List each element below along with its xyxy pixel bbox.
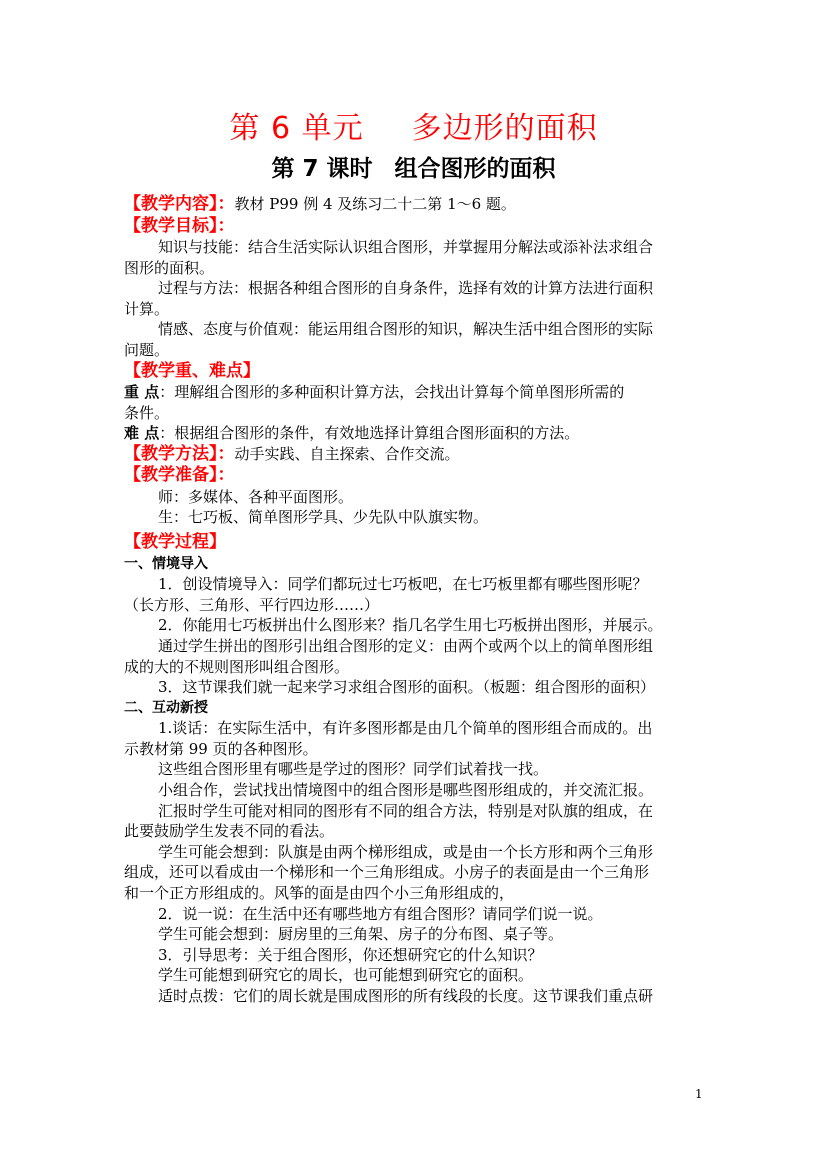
process-line: 2．说一说：在生活中还有哪些地方有组合图形？请同学们说一说。 xyxy=(158,904,603,923)
unit-topic: 多边形的面积 xyxy=(411,111,598,146)
process-line: 学生可能会想到：厨房里的三角架、房子的分布图、桌子等。 xyxy=(158,925,564,944)
process-line: 1．创设情境导入：同学们都玩过七巧板吧，在七巧板里都有哪些图形呢？ xyxy=(158,575,648,594)
preparation-label: 【教学准备】： xyxy=(124,465,235,486)
process-line: 小组合作，尝试找出情境图中的组合图形是哪些图形组成的，并交流汇报。 xyxy=(158,781,654,800)
key-points-label: 【教学重、难点】 xyxy=(124,360,260,381)
process-line: （长方形、三角形、平行四边形……） xyxy=(124,595,380,614)
goals-line: 问题。 xyxy=(124,340,170,359)
unit-number: 第 6 单元 xyxy=(229,111,364,146)
key-point-line: 条件。 xyxy=(124,403,170,422)
goals-label: 【教学目标】： xyxy=(124,215,235,236)
preparation-line: 师：多媒体、各种平面图形。 xyxy=(158,487,354,506)
section-heading: 一、情境导入 xyxy=(124,555,208,572)
methods-text: 动手实践、自主探索、合作交流。 xyxy=(234,444,460,463)
preparation-line: 生：七巧板、简单图形学具、少先队中队旗实物。 xyxy=(158,508,489,527)
section-heading: 二、互动新授 xyxy=(124,699,208,716)
goals-line: 图形的面积。 xyxy=(124,258,215,277)
process-line: 通过学生拼出的图形引出组合图形的定义：由两个或两个以上的简单图形组 xyxy=(158,636,654,655)
process-line: 这些组合图形里有哪些是学过的图形？同学们试着找一找。 xyxy=(158,760,549,779)
process-line: 2．你能用七巧板拼出什么图形来？指几名学生用七巧板拼出图形，并展示。 xyxy=(158,616,663,635)
process-line: 1.谈话：在实际生活中，有许多图形都是由几个简单的图形组合而成的。出 xyxy=(158,719,653,738)
lesson-title xyxy=(0,150,827,183)
process-line: 此要鼓励学生发表不同的看法。 xyxy=(124,822,335,841)
goals-line: 知识与技能：结合生活实际认识组合图形，并掌握用分解法或添补法求组合 xyxy=(158,238,654,256)
process-line: 汇报时学生可能对相同的图形有不同的组合方法，特别是对队旗的组成，在 xyxy=(158,801,654,820)
process-line: 示教材第 99 页的各种图形。 xyxy=(124,739,318,758)
difficult-point-text: ：根据组合图形的条件，有效地选择计算组合图形面积的方法。 xyxy=(159,424,580,443)
unit-title xyxy=(0,103,827,147)
process-line: 适时点拨：它们的周长就是围成图形的所有线段的长度。这节课我们重点研 xyxy=(158,987,654,1005)
process-line: 和一个正方形组成的。风筝的面是由四个小三角形组成的， xyxy=(124,884,515,903)
content-row xyxy=(124,194,704,216)
goals-line: 情感、态度与价值观：能运用组合图形的知识，解决生活中组合图形的实际 xyxy=(158,320,654,339)
process-line: 成的大的不规则图形叫组合图形。 xyxy=(124,657,350,676)
methods-row xyxy=(124,444,704,466)
goals-line: 计算。 xyxy=(124,299,170,318)
process-label: 【教学过程】 xyxy=(124,532,226,553)
key-point-text: ：理解组合图形的多种面积计算方法，会找出计算每个简单图形所需的 xyxy=(159,383,625,402)
difficult-point-row xyxy=(124,423,704,444)
lesson-number: 第 7 课时 xyxy=(271,156,373,182)
goals-line: 过程与方法：根据各种组合图形的自身条件，选择有效的计算方法进行面积 xyxy=(158,279,654,298)
content-text: 教材 P99 例 4 及练习二十二第 1～6 题。 xyxy=(234,195,516,213)
lesson-body xyxy=(124,194,704,1007)
process-line: 3．引导思考：关于组合图形，你还想研究它的什么知识？ xyxy=(158,945,543,964)
methods-label: 【教学方法】： xyxy=(124,443,235,464)
lesson-topic: 组合图形的面积 xyxy=(394,156,556,182)
content-label: 【教学内容】： xyxy=(124,194,235,214)
process-line: 学生可能会想到：队旗是由两个梯形组成，或是由一个长方形和两个三角形 xyxy=(158,842,654,861)
process-line: 组成，还可以看成由一个梯形和一个三角形组成。小房子的表面是由一个三角形 xyxy=(124,863,650,882)
process-line: 3．这节课我们就一起来学习求组合图形的面积。（板题：组合图形的面积） xyxy=(158,678,656,697)
process-line: 学生可能想到研究它的周长，也可能想到研究它的面积。 xyxy=(158,966,534,985)
page-number: 1 xyxy=(695,1087,703,1101)
difficult-point-label: 难 点 xyxy=(124,424,160,443)
key-point-row xyxy=(124,382,704,403)
key-point-label: 重 点 xyxy=(124,383,160,402)
